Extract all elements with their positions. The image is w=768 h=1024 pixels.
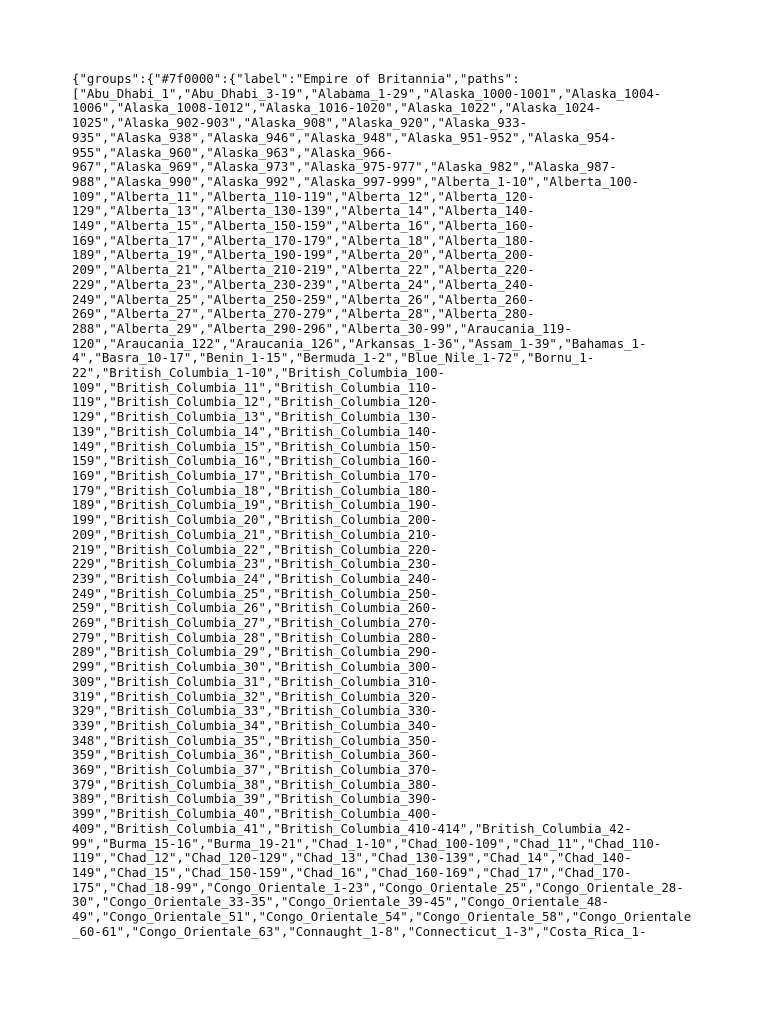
text-line: 288","Alberta_29","Alberta_290-296","Alberta_30-99","Araucania_119-	[72, 320, 572, 336]
text-line: 175","Chad_18-99","Congo_Orientale_1-23","Congo_Orientale_25","Congo_Orientale_28-	[72, 879, 684, 895]
text-line: 967","Alaska_969","Alaska_973","Alaska_975-977","Alaska_982","Alaska_987-	[72, 159, 617, 175]
text-line: 249","Alberta_25","Alberta_250-259","Alberta_26","Alberta_260-	[72, 291, 535, 307]
text-line: 289","British_Columbia_29","British_Columbia_290-	[72, 644, 438, 660]
text-line: 359","British_Columbia_36","British_Columbia_360-	[72, 747, 438, 763]
text-line: 129","British_Columbia_13","British_Columbia_130-	[72, 409, 438, 425]
text-line: 169","Alberta_17","Alberta_170-179","Alberta_18","Alberta_180-	[72, 232, 535, 248]
text-line: 129","Alberta_13","Alberta_130-139","Alberta_14","Alberta_140-	[72, 203, 535, 219]
text-line: 279","British_Columbia_28","British_Columbia_280-	[72, 629, 438, 645]
text-line: 229","Alberta_23","Alberta_230-239","Alberta_24","Alberta_240-	[72, 276, 535, 292]
text-line: 988","Alaska_990","Alaska_992","Alaska_997-999","Alberta_1-10","Alberta_100-	[72, 173, 639, 189]
text-line: 348","British_Columbia_35","British_Columbia_350-	[72, 732, 438, 748]
text-line: 269","Alberta_27","Alberta_270-279","Alberta_28","Alberta_280-	[72, 306, 535, 322]
text-line: 229","British_Columbia_23","British_Columbia_230-	[72, 556, 438, 572]
text-line: 309","British_Columbia_31","British_Columbia_310-	[72, 673, 438, 689]
text-line: 120","Araucania_122","Araucania_126","Arkansas_1-36","Assam_1-39","Bahamas_1-	[72, 335, 647, 351]
text-line: 4","Basra_10-17","Benin_1-15","Bermuda_1-2","Blue_Nile_1-72","Bornu_1-	[72, 350, 595, 366]
text-line: 409","British_Columbia_41","British_Columbia_410-414","British_Columbia_42-	[72, 820, 632, 836]
text-line: 149","Alberta_15","Alberta_150-159","Alberta_16","Alberta_160-	[72, 218, 535, 234]
text-line: 30","Congo_Orientale_33-35","Congo_Orientale_39-45","Congo_Orientale_48-	[72, 894, 610, 910]
text-line: 239","British_Columbia_24","British_Columbia_240-	[72, 570, 438, 586]
text-line: 109","Alberta_11","Alberta_110-119","Alberta_12","Alberta_120-	[72, 188, 535, 204]
text-line: 269","British_Columbia_27","British_Columbia_270-	[72, 615, 438, 631]
text-line: 389","British_Columbia_39","British_Columbia_390-	[72, 791, 438, 807]
text-line: 399","British_Columbia_40","British_Columbia_400-	[72, 806, 438, 822]
text-line: 209","British_Columbia_21","British_Columbia_210-	[72, 526, 438, 542]
text-line: 149","British_Columbia_15","British_Columbia_150-	[72, 438, 438, 454]
text-line: 189","British_Columbia_19","British_Columbia_190-	[72, 497, 438, 513]
text-line: 1006","Alaska_1008-1012","Alaska_1016-1020","Alaska_1022","Alaska_1024-	[72, 100, 602, 116]
text-line: 369","British_Columbia_37","British_Columbia_370-	[72, 762, 438, 778]
text-line: 49","Congo_Orientale_51","Congo_Orientale_54","Congo_Orientale_58","Congo_Orientale	[72, 909, 692, 925]
text-line: 209","Alberta_21","Alberta_210-219","Alberta_22","Alberta_220-	[72, 262, 535, 278]
text-line: 199","British_Columbia_20","British_Columbia_200-	[72, 512, 438, 528]
text-line: ["Abu_Dhabi_1","Abu_Dhabi_3-19","Alabama_1-29","Alaska_1000-1001","Alaska_1004-	[72, 85, 662, 101]
text-line: 139","British_Columbia_14","British_Columbia_140-	[72, 423, 438, 439]
text-line: 149","Chad_15","Chad_150-159","Chad_16","Chad_160-169","Chad_17","Chad_170-	[72, 864, 632, 880]
text-line: 259","British_Columbia_26","British_Columbia_260-	[72, 600, 438, 616]
text-line: 1025","Alaska_902-903","Alaska_908","Alaska_920","Alaska_933-	[72, 115, 528, 131]
text-line: 319","British_Columbia_32","British_Columbia_320-	[72, 688, 438, 704]
text-line: 169","British_Columbia_17","British_Columbia_170-	[72, 467, 438, 483]
text-line: 249","British_Columbia_25","British_Columbia_250-	[72, 585, 438, 601]
text-line: 179","British_Columbia_18","British_Columbia_180-	[72, 482, 438, 498]
text-line: 955","Alaska_960","Alaska_963","Alaska_966-	[72, 144, 393, 160]
text-line: {"groups":{"#7f0000":{"label":"Empire of Britannia","paths":	[72, 71, 520, 86]
document-text	[72, 72, 702, 939]
text-line: 339","British_Columbia_34","British_Columbia_340-	[72, 717, 438, 733]
text-line: _60-61","Congo_Orientale_63","Connaught_1-8","Connecticut_1-3","Costa_Rica_1-	[72, 923, 647, 939]
text-line: 119","Chad_12","Chad_120-129","Chad_13","Chad_130-139","Chad_14","Chad_140-	[72, 850, 632, 866]
text-line: 935","Alaska_938","Alaska_946","Alaska_948","Alaska_951-952","Alaska_954-	[72, 129, 617, 145]
text-line: 99","Burma_15-16","Burma_19-21","Chad_1-10","Chad_100-109","Chad_11","Chad_110-	[72, 835, 662, 851]
text-line: 379","British_Columbia_38","British_Columbia_380-	[72, 776, 438, 792]
text-line: 22","British_Columbia_1-10","British_Columbia_100-	[72, 365, 445, 381]
text-line: 329","British_Columbia_33","British_Columbia_330-	[72, 703, 438, 719]
text-line: 189","Alberta_19","Alberta_190-199","Alberta_20","Alberta_200-	[72, 247, 535, 263]
text-line: 109","British_Columbia_11","British_Columbia_110-	[72, 379, 438, 395]
text-line: 159","British_Columbia_16","British_Columbia_160-	[72, 453, 438, 469]
text-line: 299","British_Columbia_30","British_Columbia_300-	[72, 659, 438, 675]
text-line: 119","British_Columbia_12","British_Columbia_120-	[72, 394, 438, 410]
text-line: 219","British_Columbia_22","British_Columbia_220-	[72, 541, 438, 557]
